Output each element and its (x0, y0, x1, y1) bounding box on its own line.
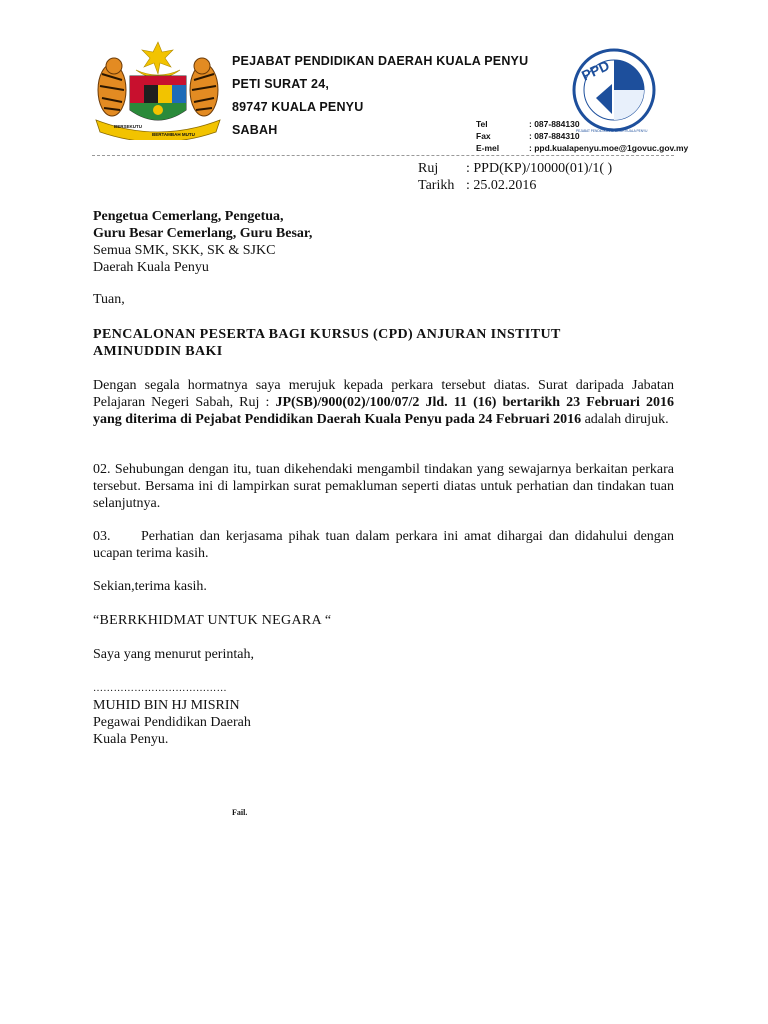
reference-block (418, 160, 612, 194)
shield-icon (130, 76, 186, 120)
tarikh-value: : 25.02.2016 (466, 178, 537, 193)
subject-line-1: PENCALONAN PESERTA BAGI KURSUS (CPD) ANJURAN INSTITUT (93, 327, 561, 342)
svg-text:BERSEKUTU: BERSEKUTU (114, 124, 143, 129)
contact-info (476, 118, 688, 154)
svg-text:PEJABAT PENDIDIKAN DAERAH KUAL: PEJABAT PENDIDIKAN DAERAH KUALA PENYU (576, 129, 648, 133)
contact-fax: Fax : 087-884310 (476, 131, 580, 141)
recipient-line-4: Daerah Kuala Penyu (93, 260, 209, 275)
contact-email: E-mel : ppd.kualapenyu.moe@1govuc.gov.my (476, 143, 689, 153)
signatory-title: Pegawai Pendidikan Daerah (93, 715, 251, 730)
signatory-name: MUHID BIN HJ MISRIN (93, 698, 240, 713)
paragraph-3: 03. Perhatian dan kerjasama pihak tuan dalam perkara ini amat dihargai dan didahului dengan ucapan terima kasih. (93, 529, 674, 561)
signature-block (93, 680, 251, 748)
subject-line-2: AMINUDDIN BAKI (93, 344, 223, 359)
office-po-box: PETI SURAT 24, (232, 77, 330, 91)
svg-text:BERTAMBAH MUTU: BERTAMBAH MUTU (152, 132, 195, 137)
paragraph-3-number: 03. (93, 529, 111, 544)
tarikh-label: Tarikh (418, 178, 455, 193)
salutation: Tuan, (93, 292, 125, 307)
motto: “BERRKHIDMAT UNTUK NEGARA “ (93, 613, 332, 628)
coat-of-arms-logo (92, 40, 224, 140)
recipient-line-2: Guru Besar Cemerlang, Guru Besar, (93, 226, 313, 241)
recipient-line-3: Semua SMK, SKK, SK & SJKC (93, 243, 276, 258)
office-state: SABAH (232, 123, 278, 137)
tiger-right-icon (190, 58, 218, 116)
paragraph-2: 02. Sehubungan dengan itu, tuan dikehendaki mengambil tindakan yang sewajarnya berkaitan perkara tersebut. Bersama ini di lampirkan surat pemakluman seperti diatas untuk perhatian dan tindakan tuan selanjutnya. (93, 462, 674, 511)
paragraph-1-reference: JP(SB)/900(02)/100/07/2 Jld. 11 (16) bertarikh 23 Februari 2016 yang diterima di Pejabat Pendidikan Daerah Kuala Penyu pada 24 Februari 2016 (93, 395, 674, 427)
obedient-line: Saya yang menurut perintah, (93, 647, 254, 662)
subject (93, 326, 683, 360)
recipient-block (93, 208, 675, 276)
header-divider (92, 155, 674, 156)
ruj-value: : PPD(KP)/10000(01)/1( ) (466, 161, 613, 176)
recipient-line-1: Pengetua Cemerlang, Pengetua, (93, 209, 284, 224)
svg-text:PPD: PPD (578, 57, 612, 84)
office-name: PEJABAT PENDIDIKAN DAERAH KUALA PENYU (232, 54, 529, 68)
contact-tel: Tel : 087-884130 (476, 119, 580, 129)
signatory-place: Kuala Penyu. (93, 732, 169, 747)
star-icon (142, 42, 173, 74)
file-label: Fail. (232, 808, 248, 817)
closing: Sekian,terima kasih. (93, 579, 207, 594)
paragraph-1: Dengan segala hormatnya saya merujuk kepada perkara tersebut diatas. Surat daripada Jabatan Pelajaran Negeri Sabah, Ruj : JP(SB)/900(02)/100/07/2 Jld. 11 (16) bertarikh 23 Februari 2016 yang diterima di Pejabat Pendidikan Daerah Kuala Penyu pada 24 Februari 2016 adalah dirujuk. (93, 378, 674, 427)
office-postcode-city: 89747 KUALA PENYU (232, 100, 364, 114)
signature-dots: ………………………………… (93, 683, 227, 694)
ruj-label: Ruj (418, 161, 439, 176)
tiger-left-icon (98, 58, 126, 116)
